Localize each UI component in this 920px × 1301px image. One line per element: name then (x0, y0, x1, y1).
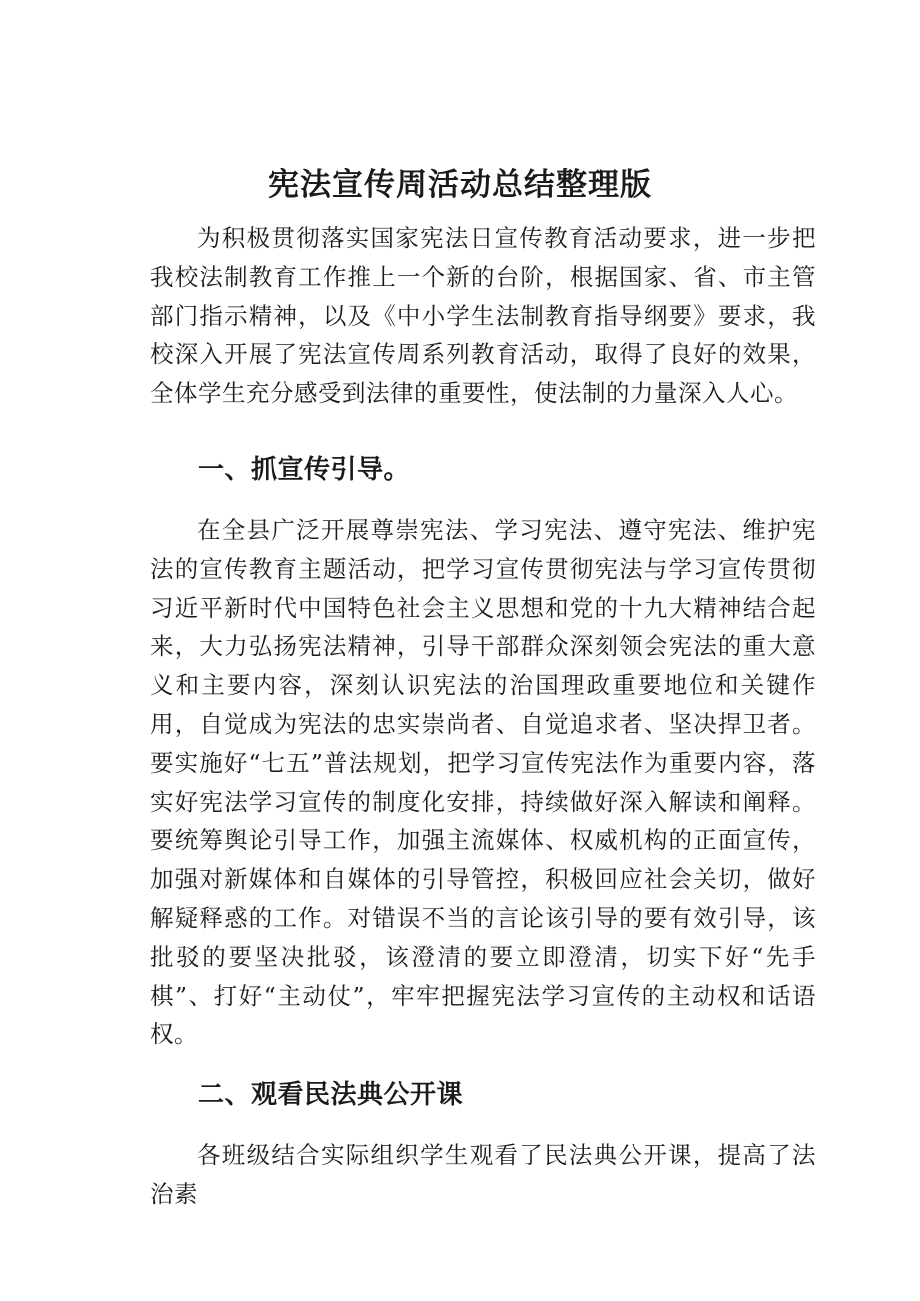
section-heading-2: 二、观看民法典公开课 (198, 1080, 464, 1110)
intro-paragraph: 为积极贯彻落实国家宪法日宣传教育活动要求，进一步把我校法制教育工作推上一个新的台阶，根据国家、省、市主管部门指示精神，以及《中小学生法制教育指导纲要》要求，我校深入开展了宪法宣传周系列教育活动，取得了良好的效果，全体学生充分感受到法律的重要性，使法制的力量深入人心。 (150, 224, 816, 408)
section-heading-1: 一、抓宣传引导。 (198, 455, 411, 485)
section-1-paragraph: 在全县广泛开展尊崇宪法、学习宪法、遵守宪法、维护宪法的宣传教育主题活动，把学习宣传贯彻宪法与学习宣传贯彻习近平新时代中国特色社会主义思想和党的十九大精神结合起来，大力弘扬宪法精神，引导干部群众深刻领会宪法的重大意义和主要内容，深刻认识宪法的治国理政重要地位和关键作用，自觉成为宪法的忠实崇尚者、自觉追求者、坚决捍卫者。要实施好“七五”普法规划，把学习宣传宪法作为重要内容，落实好宪法学习宣传的制度化安排，持续做好深入解读和阐释。要统筹舆论引导工作，加强主流媒体、权威机构的正面宣传，加强对新媒体和自媒体的引导管控，积极回应社会关切，做好解疑释惑的工作。对错误不当的言论该引导的要有效引导，该批驳的要坚决批驳，该澄清的要立即澄清，切实下好“先手棋”、打好“主动仗”，牢牢把握宪法学习宣传的主动权和话语权。 (150, 516, 816, 1049)
section-2-paragraph: 各班级结合实际组织学生观看了民法典公开课，提高了法治素 (150, 1141, 816, 1208)
document-title: 宪法宣传周活动总结整理版 (268, 167, 652, 203)
